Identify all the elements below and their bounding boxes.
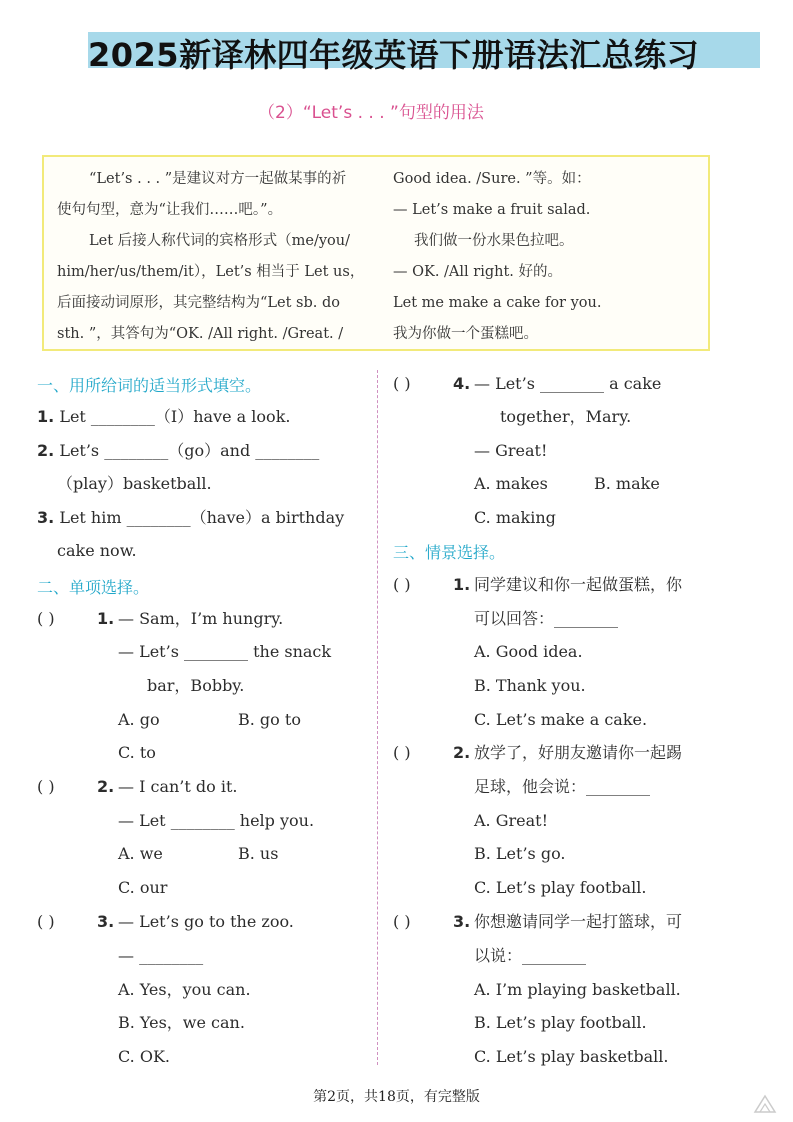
- note-line: him/her/us/them/it），Let’s 相当于 Let us，: [57, 264, 365, 280]
- option-a: A. Great!: [474, 811, 549, 830]
- question-text: together，Mary.: [500, 407, 632, 426]
- note-example-translation: 我们做一份水果色拉吧。: [414, 233, 574, 249]
- question-number: 3.: [97, 912, 115, 931]
- section-heading: 一、用所给词的适当形式填空。: [37, 376, 262, 395]
- section-heading: 二、单项选择。: [37, 578, 150, 597]
- question-text: bar，Bobby.: [147, 676, 245, 695]
- option-c: C. Let’s play football.: [474, 878, 647, 897]
- question-text-cont: （play）basketball.: [57, 474, 212, 493]
- question-text: — Sam，I’m hungry.: [118, 609, 284, 628]
- question-text: — Let ________ help you.: [118, 811, 315, 830]
- question-text: — Let’s ________ the snack: [118, 642, 332, 661]
- note-example: — OK. /All right. 好的。: [393, 264, 563, 280]
- option-a: A. Yes，you can.: [118, 980, 251, 999]
- option-c: C. Let’s play basketball.: [474, 1047, 669, 1066]
- question-text: Let ________（I）have a look.: [59, 407, 291, 426]
- option-c: C. OK.: [118, 1047, 170, 1066]
- question-text: 足球，他会说：________: [474, 777, 651, 796]
- question-text: — ________: [118, 946, 204, 965]
- question-text: — Great!: [474, 441, 548, 460]
- page-subtitle: （2）“Let’s . . . ”句型的用法: [258, 103, 484, 123]
- question-number: 2.: [453, 743, 471, 762]
- option-a: A. go: [118, 710, 160, 729]
- question-1-1: [37, 406, 290, 428]
- question-text: 你想邀请同学一起打篮球，可: [474, 912, 683, 931]
- option-b: B. Thank you.: [474, 676, 586, 695]
- option-a: A. Good idea.: [474, 642, 583, 661]
- note-line: “Let’s . . . ”是建议对方一起做某事的祈: [89, 171, 347, 187]
- question-text: 以说：________: [474, 946, 587, 965]
- option-c: C. making: [474, 508, 556, 527]
- option-b: B. us: [238, 844, 279, 863]
- option-c: C. Let’s make a cake.: [474, 710, 648, 729]
- question-text: 可以回答：________: [474, 609, 619, 628]
- option-a: A. I’m playing basketball.: [474, 980, 681, 999]
- question-number: 1.: [97, 609, 115, 628]
- note-line: Good idea. /Sure. ”等。如：: [393, 171, 591, 187]
- question-number: 3.: [37, 508, 55, 527]
- option-b: B. Let’s play football.: [474, 1013, 647, 1032]
- question-number: 3.: [453, 912, 471, 931]
- section-heading: 三、情景选择。: [393, 543, 506, 562]
- option-a: A. we: [118, 844, 163, 863]
- column-divider: [377, 370, 378, 1065]
- answer-paren: ( ): [37, 609, 55, 628]
- answer-paren: ( ): [37, 777, 55, 796]
- option-b: B. Yes，we can.: [118, 1013, 245, 1032]
- option-c: C. our: [118, 878, 168, 897]
- question-1-3: [37, 507, 344, 529]
- page-title: 2025新译林四年级英语下册语法汇总练习: [88, 36, 700, 74]
- option-c: C. to: [118, 743, 156, 762]
- note-example: Let me make a cake for you.: [393, 295, 602, 311]
- answer-paren: ( ): [37, 912, 55, 931]
- answer-paren: ( ): [393, 912, 411, 931]
- question-number: 1.: [453, 575, 471, 594]
- option-b: B. go to: [238, 710, 301, 729]
- question-text: Let’s ________（go）and ________: [59, 441, 320, 460]
- option-b: B. Let’s go.: [474, 844, 566, 863]
- question-text: Let him ________（have）a birthday: [59, 508, 345, 527]
- question-text: 同学建议和你一起做蛋糕，你: [474, 575, 683, 594]
- option-b: B. make: [594, 474, 660, 493]
- question-text: — Let’s ________ a cake: [474, 374, 662, 393]
- note-example: — Let’s make a fruit salad.: [393, 202, 591, 218]
- question-1-2: [37, 440, 319, 462]
- question-number: 2.: [37, 441, 55, 460]
- question-number: 4.: [453, 374, 471, 393]
- note-example-translation: 我为你做一个蛋糕吧。: [393, 326, 538, 342]
- note-line: sth. ”，其答句为“OK. /All right. /Great. /: [57, 326, 344, 342]
- answer-paren: ( ): [393, 743, 411, 762]
- question-number: 1.: [37, 407, 55, 426]
- question-number: 2.: [97, 777, 115, 796]
- note-line: 后面接动词原形，其完整结构为“Let sb. do: [57, 295, 341, 311]
- answer-paren: ( ): [393, 374, 411, 393]
- page-footer: 第2页，共18页，有完整版: [313, 1089, 480, 1105]
- question-text-cont: cake now.: [57, 541, 137, 560]
- option-a: A. makes: [474, 474, 548, 493]
- watermark-icon: [752, 1092, 778, 1116]
- question-text: — Let’s go to the zoo.: [118, 912, 294, 931]
- grammar-note-box: [42, 155, 710, 351]
- note-line: Let 后接人称代词的宾格形式（me/you/: [89, 233, 351, 249]
- question-text: 放学了，好朋友邀请你一起踢: [474, 743, 683, 762]
- answer-paren: ( ): [393, 575, 411, 594]
- question-text: — I can’t do it.: [118, 777, 238, 796]
- note-line: 使句句型，意为“让我们……吧。”。: [57, 202, 283, 218]
